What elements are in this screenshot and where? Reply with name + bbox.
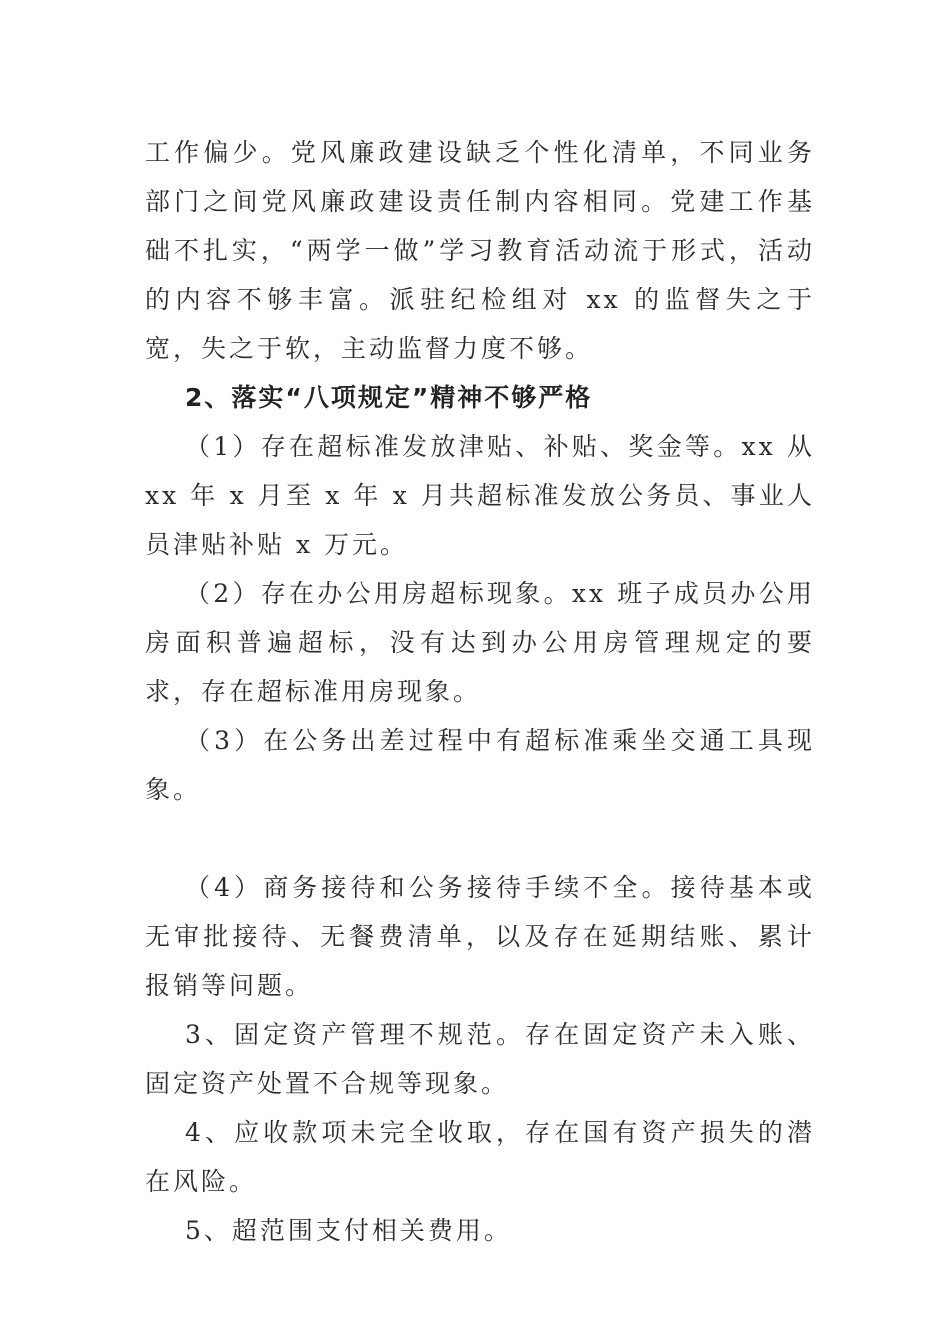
paragraph-receivables: 4、应收款项未完全收取，存在国有资产损失的潜在风险。 [145, 1118, 815, 1196]
paragraph-allowances: （1）存在超标准发放津贴、补贴、奖金等。xx 从 xx 年 x 月至 x 年 x 月共超标准发放公务员、事业人员津贴补贴 x 万元。 [145, 432, 815, 559]
paragraph-business-travel: （3）在公务出差过程中有超标准乘坐交通工具现象。 [145, 726, 815, 804]
paragraph-office-space: （2）存在办公用房超标现象。xx 班子成员办公用房面积普遍超标，没有达到办公用房管理规定的要求，存在超标准用房现象。 [145, 579, 815, 706]
section-heading-eight-rules: 2、落实“八项规定”精神不够严格 [185, 383, 593, 412]
paragraph-excess-payments: 5、超范围支付相关费用。 [185, 1216, 512, 1245]
paragraph-spacer [145, 814, 815, 863]
paragraph-fixed-assets: 3、固定资产管理不规范。存在固定资产未入账、固定资产处置不合规等现象。 [145, 1020, 815, 1098]
document-body [145, 128, 815, 1255]
paragraph-reception: （4）商务接待和公务接待手续不全。接待基本或无审批接待、无餐费清单，以及存在延期结账、累计报销等问题。 [145, 873, 815, 1000]
paragraph-party-building: 工作偏少。党风廉政建设缺乏个性化清单，不同业务部门之间党风廉政建设责任制内容相同。党建工作基础不扎实，“两学一做”学习教育活动流于形式，活动的内容不够丰富。派驻纪检组对 xx 的监督失之于宽，失之于软，主动监督力度不够。 [145, 138, 815, 363]
